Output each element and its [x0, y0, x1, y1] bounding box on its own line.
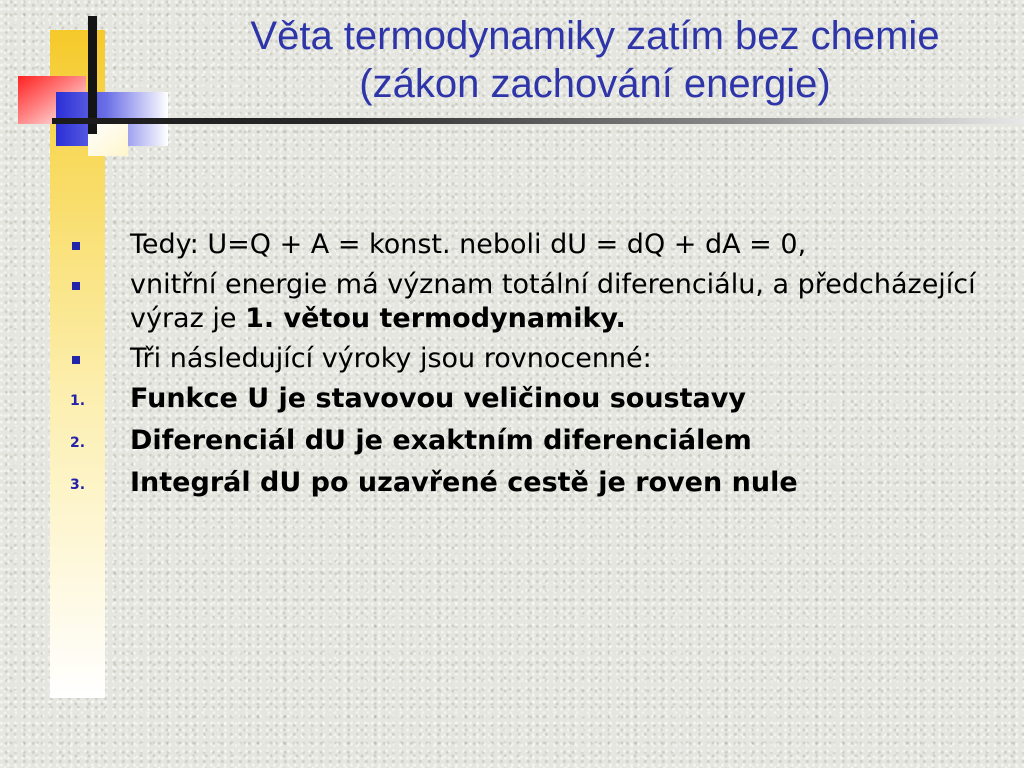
slide-title [180, 12, 1010, 108]
title-underline [52, 118, 1024, 124]
numbered-item [0, 424, 1024, 458]
square-bullet-icon [72, 356, 80, 364]
bullet-text-bold: 1. větou termodynamiky. [245, 303, 626, 334]
item-number: 2. [70, 435, 86, 451]
numbered-item [0, 466, 1024, 500]
item-number: 1. [70, 393, 86, 409]
square-bullet-icon [72, 282, 80, 290]
decorative-vertical-line [88, 16, 97, 134]
item-number: 3. [70, 477, 86, 493]
slide-body [0, 228, 1024, 508]
bullet-item [0, 342, 1024, 376]
numbered-text: Funkce U je stavovou veličinou soustavy [130, 383, 746, 414]
square-bullet-icon [72, 242, 80, 250]
title-line-1: Věta termodynamiky zatím bez chemie [250, 14, 940, 58]
bullet-item [0, 228, 1024, 262]
numbered-text: Integrál dU po uzavřené cestě je roven nule [130, 467, 798, 498]
bullet-text: Tedy: U=Q + A = konst. neboli dU = dQ + dA = 0, [130, 229, 807, 260]
bullet-item [0, 268, 1024, 336]
bullet-text: Tři následující výroky jsou rovnocenné: [130, 343, 652, 374]
bullet-text: vnitřní energie má význam totální diferenciálu, a předcházející výraz je [130, 269, 976, 334]
title-line-2: (zákon zachování energie) [359, 62, 831, 106]
numbered-item [0, 382, 1024, 416]
numbered-text: Diferenciál dU je exaktním diferenciálem [130, 425, 752, 456]
